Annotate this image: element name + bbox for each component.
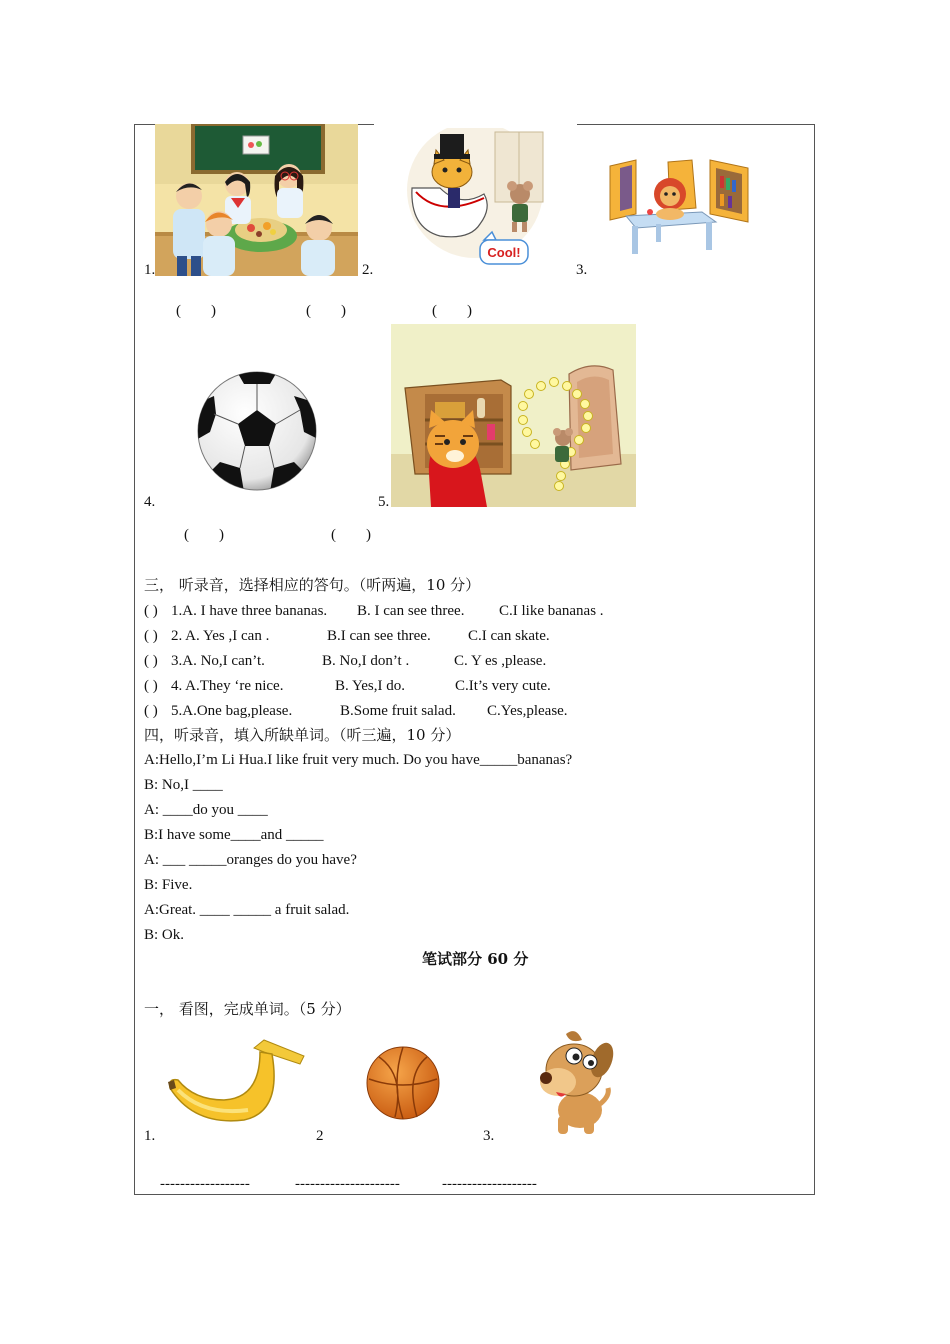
question-option-c: C.I like bananas . — [499, 603, 604, 619]
word-answer-blank[interactable]: ------------------- — [442, 1176, 537, 1192]
question-option-b: B. Yes,I do. — [335, 678, 406, 694]
picture-number: 5. — [378, 494, 390, 510]
puppy-dog-image — [536, 1026, 614, 1138]
picture-number: 4. — [144, 494, 156, 510]
question-option-c: C. Y es ,please. — [454, 653, 547, 669]
cat-magician-mouse-image — [400, 128, 550, 270]
word-answer-blank[interactable]: ------------------ — [160, 1176, 250, 1192]
word-item-number: 2 — [316, 1128, 324, 1144]
picture-number: 3. — [576, 262, 588, 278]
question-option-c: C.I can skate. — [468, 628, 550, 644]
cat-mouse-bead-hoop-image — [391, 324, 636, 507]
answer-paren[interactable]: ( ) — [432, 303, 472, 319]
picture-number: 2. — [362, 262, 374, 278]
answer-paren[interactable]: ( ) — [176, 303, 216, 319]
toy-lion-on-table-image — [606, 158, 752, 258]
frame-top-line — [577, 124, 815, 125]
basketball-image — [365, 1045, 441, 1121]
picture-number: 1. — [144, 262, 156, 278]
question-option-a: 2. A. Yes ,I can . — [171, 628, 270, 644]
answer-paren[interactable]: ( ) — [144, 603, 158, 619]
dialogue-line: A: ___ _____oranges do you have? — [144, 852, 357, 868]
question-option-b: B. No,I don’t . — [322, 653, 410, 669]
question-option-b: B. I can see three. — [357, 603, 465, 619]
banana-image — [164, 1036, 306, 1126]
answer-paren[interactable]: ( ) — [144, 628, 158, 644]
question-option-c: C.Yes,please. — [487, 703, 568, 719]
question-option-b: B.I can see three. — [327, 628, 431, 644]
section4-title: 四，听录音，填入所缺单词。（听三遍，10 分） — [144, 726, 461, 744]
word-answer-blank[interactable]: --------------------- — [295, 1176, 400, 1192]
dialogue-line: B: Five. — [144, 877, 193, 893]
dialogue-line: A: ____do you ____ — [144, 802, 268, 818]
written-part-heading: 笔试部分 60 分 — [422, 950, 529, 968]
question-option-a: 4. A.They ‘re nice. — [171, 678, 284, 694]
question-option-a: 5.A.One bag,please. — [171, 703, 293, 719]
answer-paren[interactable]: ( ) — [144, 653, 158, 669]
dialogue-line: B:I have some____and _____ — [144, 827, 324, 843]
answer-paren[interactable]: ( ) — [144, 678, 158, 694]
answer-paren[interactable]: ( ) — [144, 703, 158, 719]
answer-paren[interactable]: ( ) — [184, 527, 224, 543]
question-option-c: C.It’s very cute. — [455, 678, 551, 694]
classroom-fruit-salad-image — [155, 124, 358, 276]
dialogue-line: A:Hello,I’m Li Hua.I like fruit very much. Do you have_____bananas? — [144, 752, 573, 768]
dialogue-line: B: Ok. — [144, 927, 185, 943]
word-item-number: 1. — [144, 1128, 156, 1144]
cool-bubble-text: Cool! — [487, 245, 521, 260]
question-option-a: 1.A. I have three bananas. — [171, 603, 328, 619]
dialogue-line: A:Great. ____ _____ a fruit salad. — [144, 902, 350, 918]
word-item-number: 3. — [483, 1128, 495, 1144]
soccer-ball-image — [196, 370, 318, 492]
written-section1-title: 一， 看图，完成单词。（5 分） — [144, 1000, 351, 1018]
frame-top-line — [358, 124, 374, 125]
section3-title: 三， 听录音，选择相应的答句。（听两遍，10 分） — [144, 576, 481, 594]
answer-paren[interactable]: ( ) — [306, 303, 346, 319]
question-option-b: B.Some fruit salad. — [340, 703, 456, 719]
answer-paren[interactable]: ( ) — [331, 527, 371, 543]
question-option-a: 3.A. No,I can’t. — [171, 653, 265, 669]
dialogue-line: B: No,I ____ — [144, 777, 223, 793]
